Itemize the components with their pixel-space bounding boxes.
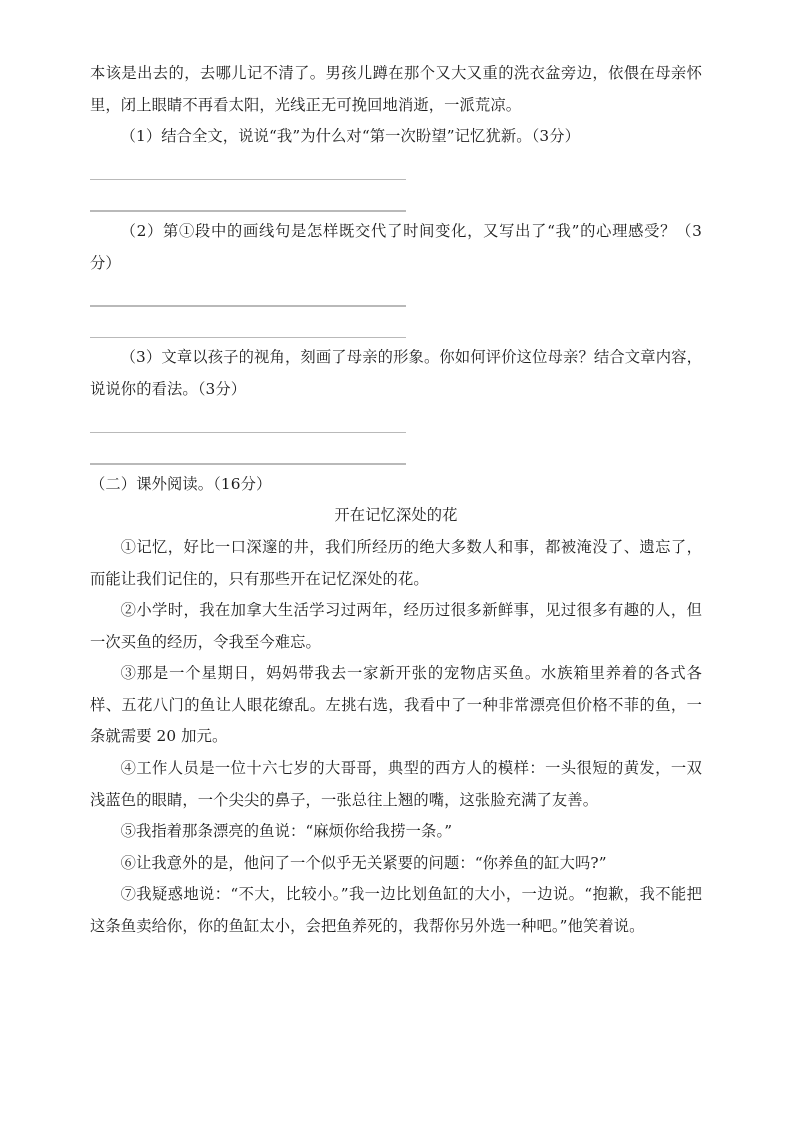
- question-3: （3）文章以孩子的视角，刻画了母亲的形象。你如何评价这位母亲？结合文章内容，说说你的看法。（3分）: [90, 348, 702, 398]
- passage-paragraph-5: ⑤我指着那条漂亮的鱼说：“麻烦你给我捞一条。”: [120, 822, 453, 841]
- passage-paragraph-6: ⑥让我意外的是，他问了一个似乎无关紧要的问题：“你养鱼的缸大吗?”: [120, 853, 607, 872]
- passage-paragraph-4: ④工作人员是一位十六七岁的大哥哥，典型的西方人的模样：一头很短的黄发，一双浅蓝色的眼睛，一个尖尖的鼻子，一张总往上翘的嘴，这张脸充满了友善。: [90, 759, 702, 809]
- answer-lines-question-3[interactable]: [90, 406, 702, 469]
- answer-lines-question-1[interactable]: [90, 153, 702, 216]
- document-text-column: [90, 58, 702, 943]
- answer-line[interactable]: [90, 153, 702, 185]
- answer-line[interactable]: [90, 184, 702, 216]
- passage-paragraph-7: ⑦我疑惑地说：“不大，比较小。”我一边比划鱼缸的大小，一边说。“抱歉，我不能把这条鱼卖给你，你的鱼缸太小，会把鱼养死的，我帮你另外选一种吧。”他笑着说。: [90, 885, 702, 936]
- answer-line[interactable]: [90, 311, 702, 343]
- answer-line[interactable]: [90, 406, 702, 438]
- paragraph-story-tail: 本该是出去的，去哪儿记不清了。男孩儿蹲在那个又大又重的洗衣盆旁边，依偎在母亲怀里，闭上眼睛不再看太阳，光线正无可挽回地消逝，一派荒凉。: [90, 64, 702, 114]
- question-1: （1）结合全文，说说“我”为什么对“第一次盼望”记忆犹新。（3分）: [120, 127, 581, 146]
- answer-line[interactable]: [90, 437, 702, 469]
- passage-paragraph-2: ②小学时，我在加拿大生活学习过两年，经历过很多新鲜事，见过很多有趣的人，但一次买鱼的经历，令我至今难忘。: [90, 601, 702, 651]
- section-heading-part-two: （二）课外阅读。（16分）: [90, 474, 272, 493]
- answer-line[interactable]: [90, 279, 702, 311]
- reading-passage-title: 开在记忆深处的花: [334, 506, 458, 525]
- passage-paragraph-3: ③那是一个星期日，妈妈带我去一家新开张的宠物店买鱼。水族箱里养着的各式各样、五花八门的鱼让人眼花缭乱。左挑右选，我看中了一种非常漂亮但价格不菲的鱼，一条就需要 20 加元。: [90, 664, 702, 746]
- question-2: （2）第①段中的画线句是怎样既交代了时间变化，又写出了“我”的心理感受？（3分）: [90, 221, 702, 272]
- answer-lines-question-2[interactable]: [90, 279, 702, 342]
- passage-paragraph-1: ①记忆，好比一口深邃的井，我们所经历的绝大多数人和事，都被淹没了、遗忘了，而能让我们记住的，只有那些开在记忆深处的花。: [90, 537, 702, 588]
